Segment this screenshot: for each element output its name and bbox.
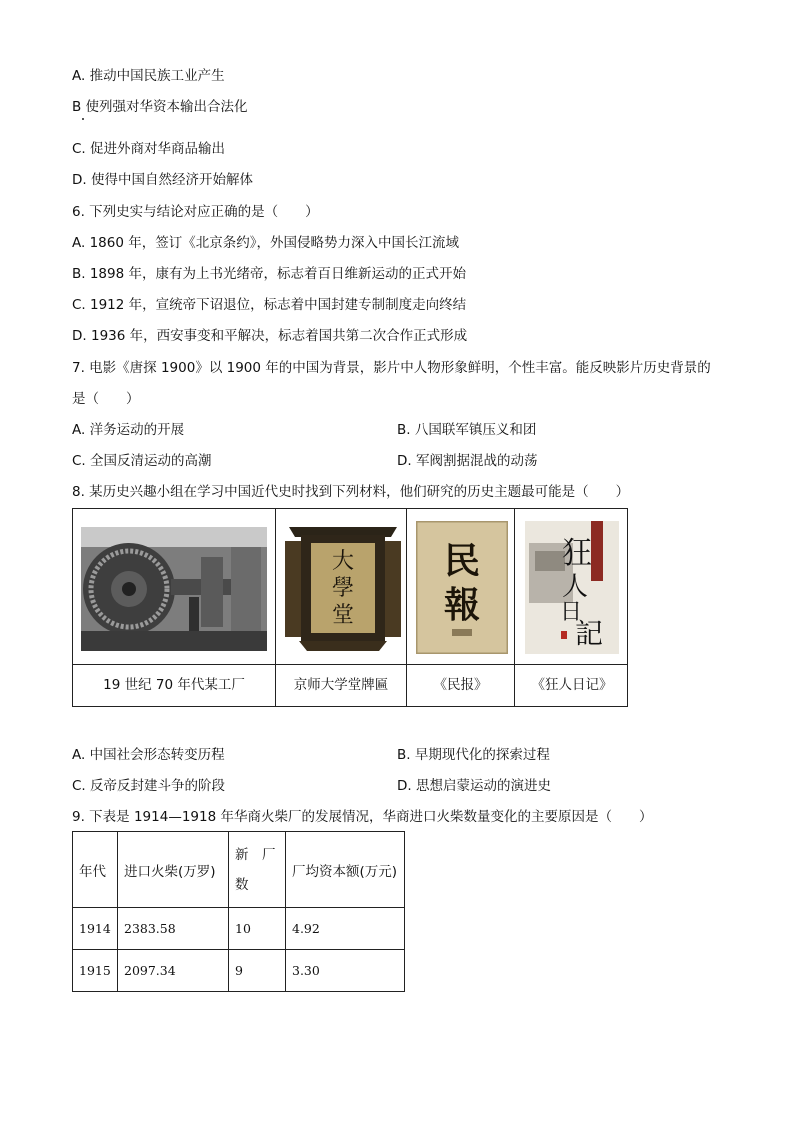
table-row bbox=[73, 950, 405, 992]
diary-char-2: 人 bbox=[561, 572, 589, 602]
plaque-char-2: 學 bbox=[331, 576, 355, 601]
minbao-char-1: 民 bbox=[443, 540, 481, 582]
madman-diary-cover-photo bbox=[525, 521, 619, 654]
header-new-factories-line1: 新 厂 bbox=[235, 846, 276, 863]
q8-option-a: A. 中国社会形态转变历程 bbox=[72, 747, 225, 763]
header-new-factories-line2: 数 bbox=[235, 876, 249, 893]
header-new-factories bbox=[229, 832, 286, 908]
q5-option-a: A. 推动中国民族工业产生 bbox=[72, 68, 225, 84]
diary-char-1: 狂 bbox=[562, 536, 592, 571]
diary-char-4: 記 bbox=[574, 617, 604, 650]
plaque-char-3: 堂 bbox=[331, 603, 355, 628]
cell-new-factories: 10 bbox=[229, 908, 286, 950]
cell-imported: 2383.58 bbox=[118, 908, 229, 950]
q7-option-c: C. 全国反清运动的高潮 bbox=[72, 453, 212, 469]
q5-option-b: B 使列强对华资本输出合法化 bbox=[72, 99, 248, 115]
q5-option-c: C. 促进外商对华商品输出 bbox=[72, 141, 226, 157]
cell-new-factories: 9 bbox=[229, 950, 286, 992]
cell-imported: 2097.34 bbox=[118, 950, 229, 992]
q9-stem: 9. 下表是 1914—1918 年华商火柴厂的发展情况，华商进口火柴数量变化的主要原因是（ ） bbox=[72, 809, 653, 825]
plaque-photo bbox=[281, 523, 405, 653]
q7-option-b: B. 八国联军镇压义和团 bbox=[397, 422, 537, 438]
q9-data-table bbox=[72, 831, 405, 992]
cell-year: 1914 bbox=[73, 908, 118, 950]
diary-char-3: 日 bbox=[559, 600, 583, 625]
caption-plaque: 京师大学堂牌匾 bbox=[293, 677, 389, 693]
q7-option-d: D. 军阀割据混战的动荡 bbox=[397, 453, 538, 469]
q8-option-d: D. 思想启蒙运动的演进史 bbox=[397, 778, 551, 794]
q6-option-b: B. 1898 年，康有为上书光绪帝，标志着百日维新运动的正式开始 bbox=[72, 266, 466, 282]
plaque-char-1: 大 bbox=[331, 549, 355, 574]
q6-option-a: A. 1860 年，签订《北京条约》，外国侵略势力深入中国长江流域 bbox=[72, 235, 459, 251]
q7-option-a: A. 洋务运动的开展 bbox=[72, 422, 185, 438]
q7-stem: 7. 电影《唐探 1900》以 1900 年的中国为背景，影片中人物形象鲜明，个性丰富。能反映影片历史背景的 bbox=[72, 360, 711, 376]
cell-avg-capital: 4.92 bbox=[286, 908, 405, 950]
q7-stem-cont: 是（ ） bbox=[72, 391, 140, 407]
minbao-cover-photo bbox=[416, 521, 508, 654]
q8-stem: 8. 某历史兴趣小组在学习中国近代史时找到下列材料，他们研究的历史主题最可能是（ ） bbox=[72, 484, 630, 500]
table-row bbox=[73, 908, 405, 950]
q8-materials-table bbox=[72, 508, 628, 707]
caption-factory: 19 世纪 70 年代某工厂 bbox=[103, 677, 245, 693]
cell-avg-capital: 3.30 bbox=[286, 950, 405, 992]
header-imported-matches: 进口火柴(万罗) bbox=[118, 832, 229, 908]
header-avg-capital: 厂均资本额(万元) bbox=[286, 832, 405, 908]
stray-dot bbox=[82, 118, 84, 120]
q6-option-c: C. 1912 年，宣统帝下诏退位，标志着中国封建专制制度走向终结 bbox=[72, 297, 467, 313]
q6-stem: 6. 下列史实与结论对应正确的是（ ） bbox=[72, 204, 319, 220]
minbao-char-2: 報 bbox=[443, 584, 481, 626]
cell-year: 1915 bbox=[73, 950, 118, 992]
caption-minbao: 《民报》 bbox=[433, 677, 488, 693]
caption-diary: 《狂人日记》 bbox=[531, 677, 613, 693]
q6-option-d: D. 1936 年，西安事变和平解决，标志着国共第二次合作正式形成 bbox=[72, 328, 468, 344]
q8-option-b: B. 早期现代化的探索过程 bbox=[397, 747, 550, 763]
header-year: 年代 bbox=[73, 832, 118, 908]
q5-option-d: D. 使得中国自然经济开始解体 bbox=[72, 172, 253, 188]
q8-option-c: C. 反帝反封建斗争的阶段 bbox=[72, 778, 226, 794]
factory-photo bbox=[81, 527, 267, 651]
